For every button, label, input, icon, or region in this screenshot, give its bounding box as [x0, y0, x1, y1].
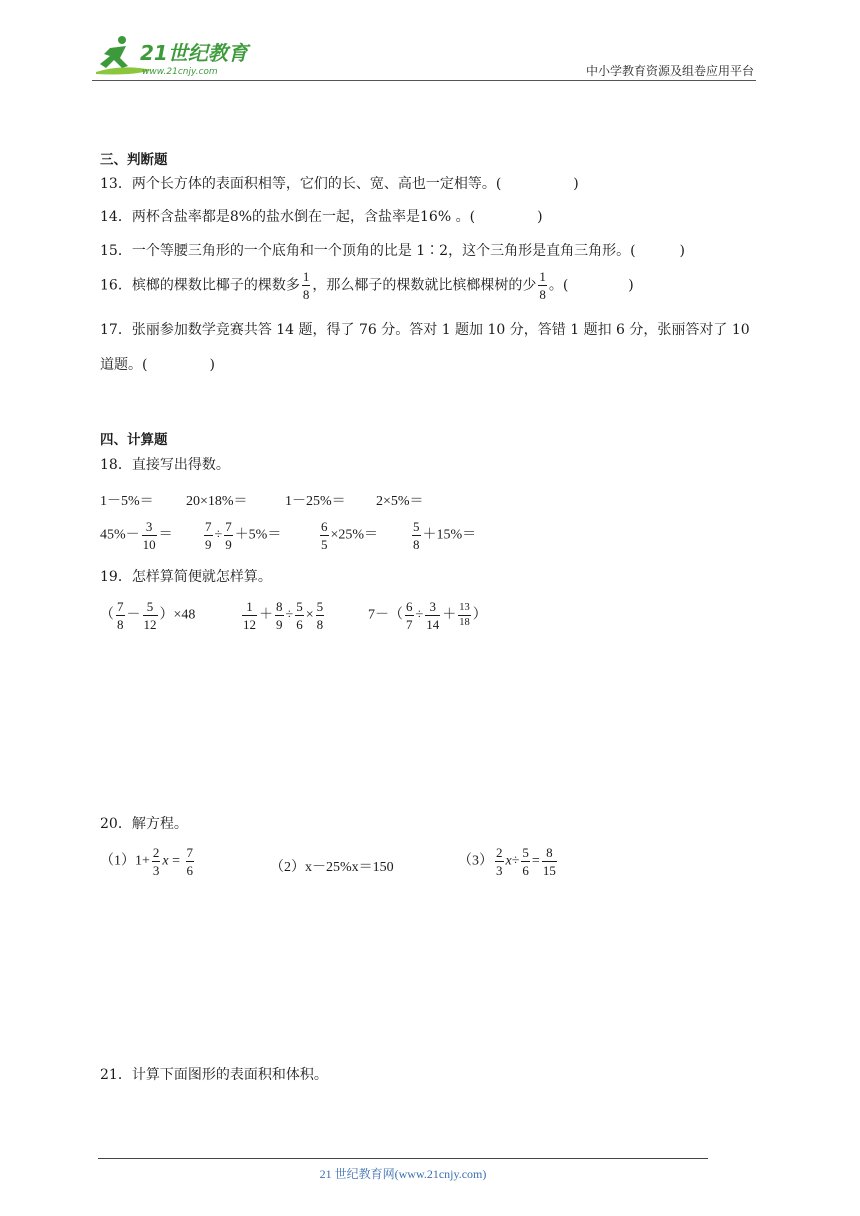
q14-close: )	[537, 209, 543, 225]
site-logo	[92, 34, 262, 80]
question-19: 19．怎样算简便就怎样算。	[100, 569, 272, 585]
footer-text: 21 世纪教育网(www.21cnjy.com)	[319, 1167, 487, 1181]
question-20: 20．解方程。	[100, 816, 188, 832]
question-14	[100, 208, 543, 226]
logo-url: www.21cnjy.com	[142, 67, 218, 77]
q14-text: 14．两杯含盐率都是8%的盐水倒在一起，含盐率是16% 。(	[100, 209, 476, 225]
q13-close: )	[573, 176, 579, 192]
question-17-line2	[100, 356, 215, 374]
q17-text: 道题。(	[100, 357, 148, 373]
equation-1: （1）1+ $\frac{2}{3}$ x = $\frac{7}{6}$	[100, 845, 194, 878]
question-13	[100, 175, 579, 193]
mental-row-2-col-2: $\frac{7}{9}$ ÷ $\frac{7}{9}$ ＋5%＝	[205, 519, 282, 552]
question-17-line1: 17．张丽参加数学竞赛共答 14 题，得了 76 分。答对 1 题加 10 分，答错 1 题扣 6 分，张丽答对了 10	[100, 322, 750, 338]
fraction-1-8-b: $\frac{1}{8}$	[539, 269, 546, 302]
q16-text-c: 。(	[548, 277, 569, 294]
q17-close: )	[209, 357, 215, 373]
header-divider	[92, 80, 756, 81]
simplify-expr-2: $\frac{1}{12}$ ＋ $\frac{8}{9}$ ÷ $\frac{5}{6}$ × $\frac{5}{8}$	[243, 599, 324, 632]
q15-text: 15．一个等腰三角形的一个底角和一个顶角的比是 1∶2，这个三角形是直角三角形。(	[100, 243, 636, 259]
equation-3: （3） $\frac{2}{3}$ x÷ $\frac{5}{6}$ = $\frac{8}{15}$	[458, 845, 556, 878]
q15-close: )	[679, 243, 686, 259]
q16-text-b: ，那么椰子的棵数就比槟榔棵树的少	[312, 277, 537, 294]
question-16	[100, 270, 634, 301]
q13-text: 13．两个长方体的表面积相等，它们的长、宽、高也一定相等。(	[100, 176, 502, 192]
mental-row-2-col-3: $\frac{6}{5}$ ×25%＝	[321, 519, 379, 552]
mental-row-1-col-3: 1－25%＝	[285, 494, 346, 509]
mental-row-1-col-1: 1－5%＝	[100, 494, 154, 509]
q16-close: )	[628, 277, 634, 294]
q16-text-a: 16．槟榔的棵数比椰子的棵数多	[100, 277, 300, 294]
simplify-expr-1: （ $\frac{7}{8}$ － $\frac{5}{12}$ ）×48	[100, 599, 196, 632]
mental-row-2-col-1: 45%－ $\frac{3}{10}$ ＝	[100, 519, 173, 552]
simplify-expr-3: 7－（ $\frac{6}{7}$ ÷ $\frac{3}{14}$ ＋ $\frac{13}{18}$ ）	[368, 599, 487, 632]
mental-row-1-col-4: 2×5%＝	[376, 494, 424, 509]
mental-row-2-col-4: $\frac{5}{8}$ ＋15%＝	[413, 519, 477, 552]
question-21: 21．计算下面图形的表面积和体积。	[100, 1067, 328, 1083]
question-15	[100, 242, 685, 260]
platform-title: 中小学教育资源及组卷应用平台	[585, 64, 754, 78]
section-title-judgement: 三、判断题	[100, 152, 168, 168]
fraction-1-8: $\frac{1}{8}$	[302, 269, 310, 302]
footer-divider	[98, 1158, 708, 1159]
logo-text: 21世纪教育	[140, 41, 248, 65]
mental-row-1-col-2: 20×18%＝	[186, 494, 248, 509]
equation-2: （2）x－25%x＝150	[270, 860, 394, 875]
question-18: 18．直接写出得数。	[100, 457, 230, 473]
section-title-calculation: 四、计算题	[100, 432, 168, 448]
